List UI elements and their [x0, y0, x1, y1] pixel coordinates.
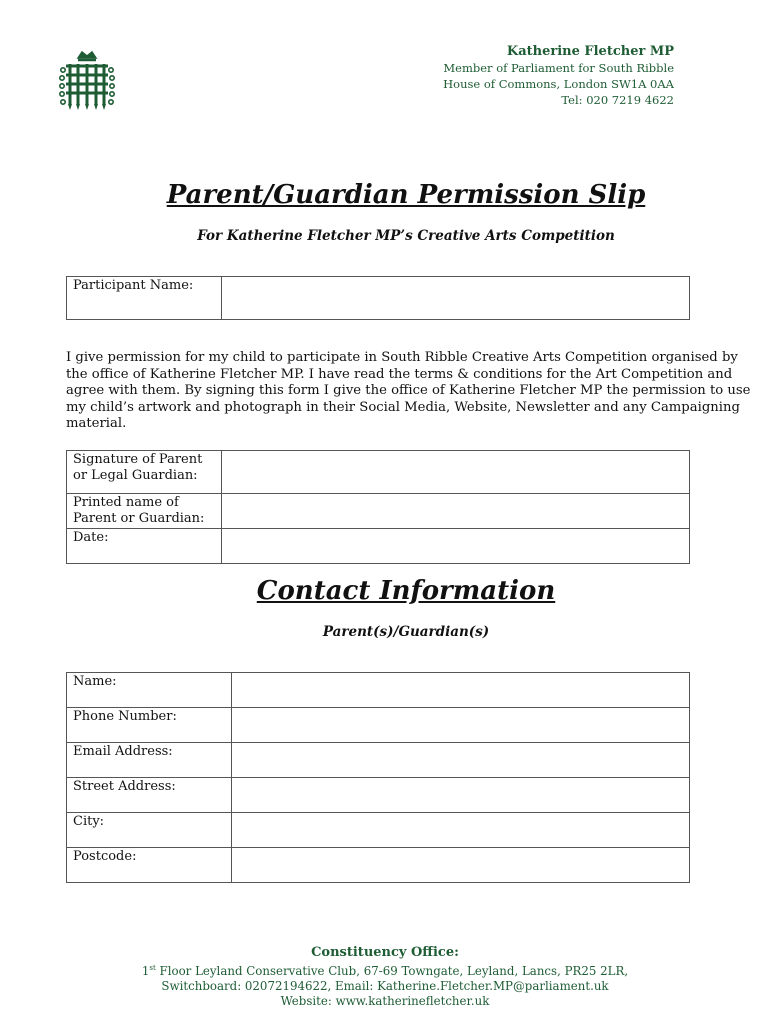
footer-floor-number: 1: [141, 963, 150, 978]
participant-name-field[interactable]: [222, 277, 690, 320]
table-row: [67, 813, 690, 848]
table-row: [67, 529, 690, 564]
table-row: [67, 494, 690, 529]
contact-name-field[interactable]: [232, 673, 690, 708]
footer-address-text: Floor Leyland Conservative Club, 67-69 Towngate, Leyland, Lancs, PR25 2LR,: [155, 963, 629, 978]
printed-name-field[interactable]: [222, 494, 690, 529]
table-row: [67, 673, 690, 708]
table-row: [67, 451, 690, 494]
signature-field[interactable]: [222, 451, 690, 494]
table-row: [67, 277, 690, 320]
mp-role: Member of Parliament for South Ribble: [443, 61, 674, 75]
date-label: Date:: [67, 529, 222, 564]
footer-address: [0, 961, 770, 979]
mp-name: Katherine Fletcher MP: [506, 44, 674, 59]
participant-name-label: Participant Name:: [67, 277, 222, 320]
footer-website: Website: www.katherinefletcher.uk: [280, 994, 490, 1009]
street-address-field[interactable]: [232, 778, 690, 813]
form-subtitle: For Katherine Fletcher MP’s Creative Arts Competition: [197, 228, 615, 244]
phone-number-label: Phone Number:: [67, 708, 232, 743]
table-row: [67, 848, 690, 883]
form-title: Parent/Guardian Permission Slip: [166, 180, 646, 210]
date-field[interactable]: [222, 529, 690, 564]
contact-title: Contact Information: [256, 576, 556, 606]
contact-subtitle: Parent(s)/Guardian(s): [322, 624, 490, 640]
city-label: City:: [67, 813, 232, 848]
email-address-label: Email Address:: [67, 743, 232, 778]
table-row: [67, 743, 690, 778]
table-row: [67, 778, 690, 813]
printed-name-label: Printed name of Parent or Guardian:: [67, 494, 222, 529]
participant-table: [66, 276, 690, 320]
mp-letterhead: [443, 44, 674, 108]
footer-contact: Switchboard: 02072194622, Email: Katherine.Fletcher.MP@parliament.uk: [161, 978, 609, 993]
contact-name-label: Name:: [67, 673, 232, 708]
city-field[interactable]: [232, 813, 690, 848]
street-address-label: Street Address:: [67, 778, 232, 813]
mp-telephone: Tel: 020 7219 4622: [561, 93, 674, 107]
portcullis-logo-icon: [58, 48, 116, 112]
consent-paragraph: I give permission for my child to participate in South Ribble Creative Arts Competition organised by the office of Katherine Fletcher MP. I have read the terms & conditions for the Art Competition and agree with them. By signing this form I give the office of Katherine Fletcher MP the permission to use my child’s artwork and photograph in their Social Media, Website, Newsletter and any Campaigning material.: [66, 350, 751, 431]
footer-floor-suffix: st: [149, 963, 156, 972]
phone-number-field[interactable]: [232, 708, 690, 743]
footer-title: Constituency Office:: [311, 945, 459, 960]
mp-address: House of Commons, London SW1A 0AA: [443, 77, 674, 91]
postcode-label: Postcode:: [67, 848, 232, 883]
signature-label: Signature of Parent or Legal Guardian:: [67, 451, 222, 494]
table-row: [67, 708, 690, 743]
email-address-field[interactable]: [232, 743, 690, 778]
signature-table: [66, 450, 690, 564]
footer: [0, 945, 770, 1010]
postcode-field[interactable]: [232, 848, 690, 883]
contact-table: [66, 672, 690, 883]
